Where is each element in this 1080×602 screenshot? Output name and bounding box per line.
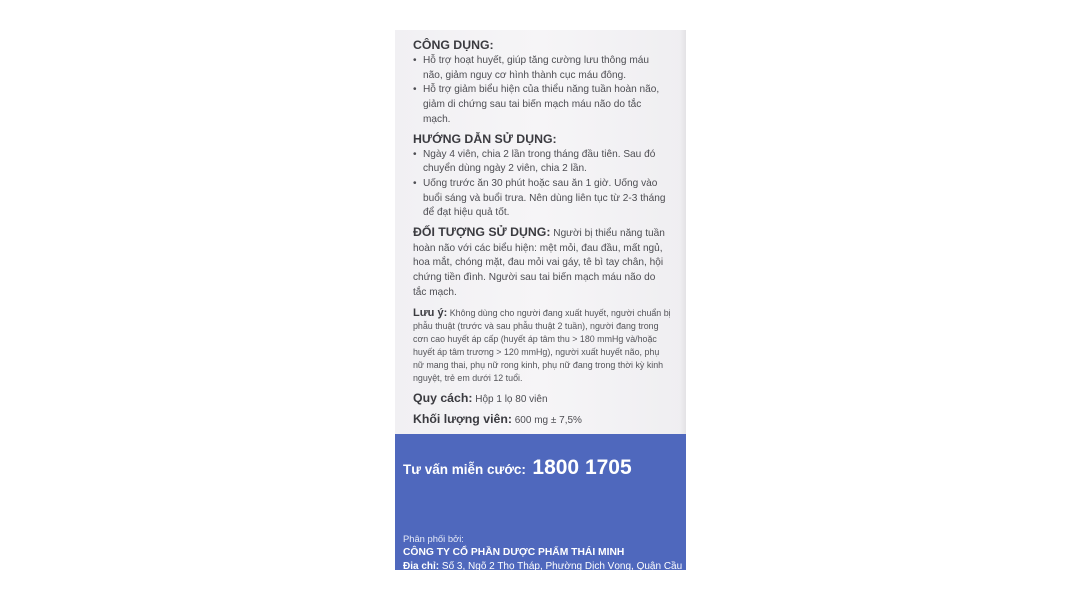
hotline-label: Tư vấn miễn cước: (403, 462, 526, 477)
target-paragraph (413, 225, 671, 301)
website-text: www.tmp.vn (447, 589, 502, 600)
uses-heading: CÔNG DỤNG: (413, 38, 494, 52)
list-item: • Hỗ trợ giảm biểu hiện của thiểu năng tuần hoàn não, giảm di chứng sau tai biến mạch máu não do tắc mạch. (413, 84, 660, 125)
note-paragraph (413, 307, 671, 385)
contact-panel (395, 434, 686, 600)
distributor-website (403, 588, 685, 602)
usage-item-1: Ngày 4 viên, chia 2 lần trong tháng đầu tiên. Sau đó chuyển dùng ngày 2 viên, chia 2 lần. (423, 148, 656, 175)
hotline (403, 456, 632, 480)
product-box-side (395, 30, 686, 600)
usage-item-2: Uống trước ăn 30 phút hoặc sau ăn 1 giờ. Uống vào buổi sáng và buổi trưa. Nên dùng liên tục từ 2-3 tháng để đạt hiệu quả tốt. (423, 177, 666, 219)
distributor-info (403, 532, 685, 602)
website-label: Website: (403, 589, 445, 600)
usage-list (413, 148, 671, 222)
address-text: Số 3, Ngõ 2 Thọ Tháp, Phường Dịch Vọng, Quận Cầu Giấy, Thành Phố Hà Nội, Việt Nam. (403, 561, 683, 586)
note-text: Không dùng cho người đang xuất huyết, người chuẩn bị phẫu thuật (trước và sau phẫu thuật 2 tuần), người đang trong cơn cao huyết áp cấp (huyết áp tâm thu > 180 mmHg và/hoặc huyết áp tâm trương > 120 mmHg), người xuất huyết não, phụ nữ mang thai, phụ nữ rong kinh, phụ nữ đang trong thời kỳ kinh nguyệt, trẻ em dưới 12 tuổi. (413, 307, 671, 383)
packaging-label: Quy cách: (413, 390, 473, 405)
weight-value: 600 mg ± 7,5% (514, 414, 582, 426)
info-panel (395, 30, 686, 434)
target-text: Người bị thiểu năng tuần hoàn não với các biểu hiện: mệt mỏi, đau đầu, mất ngủ, hoa mắt, chóng mặt, đau mỏi vai gáy, tê bì tay chân, hội chứng tiền đình. Người sau tai biến mạch máu não do tắc mạch. (413, 228, 665, 298)
address-label: Địa chỉ: (403, 561, 440, 572)
distributor-company: CÔNG TY CỔ PHẦN DƯỢC PHẨM THÁI MINH (403, 547, 625, 558)
uses-item-1: Hỗ trợ hoạt huyết, giúp tăng cường lưu thông máu não, giảm nguy cơ hình thành cục máu đông. (423, 55, 649, 81)
uses-list (413, 54, 671, 128)
target-heading: ĐỐI TƯỢNG SỬ DỤNG: (413, 225, 551, 240)
info-content (413, 38, 671, 454)
list-item: • Hỗ trợ hoạt huyết, giúp tăng cường lưu thông máu não, giảm nguy cơ hình thành cục máu đông. (413, 55, 649, 81)
distributor-label: Phân phối bởi: (403, 533, 464, 544)
list-item: • Ngày 4 viên, chia 2 lần trong tháng đầu tiên. Sau đó chuyển dùng ngày 2 viên, chia 2 lần. (413, 148, 656, 175)
weight-label: Khối lượng viên: (413, 411, 512, 426)
packaging-spec (413, 391, 671, 407)
weight-spec (413, 412, 671, 428)
hotline-number: 1800 1705 (532, 456, 632, 479)
box-edge-shadow (680, 30, 686, 434)
note-heading: Lưu ý: (413, 306, 448, 319)
uses-item-2: Hỗ trợ giảm biểu hiện của thiểu năng tuần hoàn não, giảm di chứng sau tai biến mạch máu não do tắc mạch. (423, 84, 660, 125)
packaging-value: Hộp 1 lọ 80 viên (475, 393, 548, 405)
usage-heading: HƯỚNG DẪN SỬ DỤNG: (413, 131, 557, 146)
distributor-address (403, 560, 685, 588)
list-item: • Uống trước ăn 30 phút hoặc sau ăn 1 giờ. Uống vào buổi sáng và buổi trưa. Nên dùng liên tục từ 2-3 tháng để đạt hiệu quả tốt. (413, 177, 666, 219)
